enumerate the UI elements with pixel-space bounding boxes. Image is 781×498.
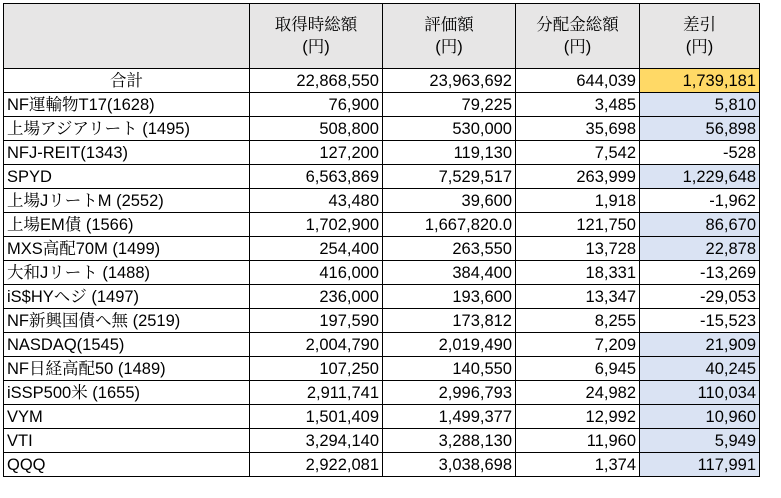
dividend-cell[interactable]: 13,728 [516,237,640,261]
cost-cell[interactable]: 2,911,741 [250,381,383,405]
diff-cell[interactable]: 117,991 [640,453,760,477]
header-label: 評価額 [424,16,474,34]
diff-cell[interactable]: 5,949 [640,429,760,453]
cost-cell[interactable]: 508,800 [250,117,383,141]
table-row [4,237,760,261]
dividend-cell[interactable]: 6,945 [516,357,640,381]
table-row [4,213,760,237]
dividend-cell[interactable]: 1,374 [516,453,640,477]
cost-cell[interactable]: 1,702,900 [250,213,383,237]
total-row [4,69,760,93]
fund-name-cell[interactable]: 上場アジアリート (1495) [4,117,250,141]
header-value[interactable] [383,4,516,69]
table-row [4,93,760,117]
dividend-cell[interactable]: 18,331 [516,261,640,285]
portfolio-table [3,3,760,477]
value-cell[interactable]: 79,225 [383,93,516,117]
value-cell[interactable]: 140,550 [383,357,516,381]
fund-name-cell[interactable]: iSSP500米 (1655) [4,381,250,405]
cost-cell[interactable]: 2,004,790 [250,333,383,357]
fund-name-cell[interactable]: MXS高配70M (1499) [4,237,250,261]
value-cell[interactable]: 2,996,793 [383,381,516,405]
fund-name-cell[interactable]: NASDAQ(1545) [4,333,250,357]
table-row [4,453,760,477]
total-label-cell[interactable]: 合計 [4,69,250,93]
fund-name-cell[interactable]: 上場JリートM (2552) [4,189,250,213]
diff-cell[interactable]: 86,670 [640,213,760,237]
value-cell[interactable]: 39,600 [383,189,516,213]
value-cell[interactable]: 3,288,130 [383,429,516,453]
cost-cell[interactable]: 254,400 [250,237,383,261]
cost-cell[interactable]: 2,922,081 [250,453,383,477]
table-row [4,333,760,357]
value-cell[interactable]: 2,019,490 [383,333,516,357]
table-row [4,189,760,213]
fund-name-cell[interactable]: NF日経高配50 (1489) [4,357,250,381]
value-cell[interactable]: 1,499,377 [383,405,516,429]
dividend-cell[interactable]: 121,750 [516,213,640,237]
cost-cell[interactable]: 1,501,409 [250,405,383,429]
header-dividend[interactable] [516,4,640,69]
diff-cell[interactable]: 5,810 [640,93,760,117]
diff-cell[interactable]: -528 [640,141,760,165]
dividend-cell[interactable]: 13,347 [516,285,640,309]
header-row [4,4,760,69]
diff-cell[interactable]: 22,878 [640,237,760,261]
value-cell[interactable]: 1,667,820.0 [383,213,516,237]
table-row [4,309,760,333]
table-row [4,285,760,309]
diff-cell[interactable]: 1,229,648 [640,165,760,189]
diff-cell[interactable]: 10,960 [640,405,760,429]
table-row [4,117,760,141]
table-row [4,141,760,165]
dividend-cell[interactable]: 1,918 [516,189,640,213]
cost-cell[interactable]: 6,563,869 [250,165,383,189]
header-label: 取得時総額 [274,16,358,34]
total-value-cell[interactable]: 23,963,692 [383,69,516,93]
diff-cell[interactable]: 40,245 [640,357,760,381]
table-row [4,357,760,381]
value-cell[interactable]: 193,600 [383,285,516,309]
cost-cell[interactable]: 416,000 [250,261,383,285]
fund-name-cell[interactable]: VYM [4,405,250,429]
cost-cell[interactable]: 43,480 [250,189,383,213]
header-cost[interactable] [250,4,383,69]
fund-name-cell[interactable]: NF新興国債へ無 (2519) [4,309,250,333]
cost-cell[interactable]: 127,200 [250,141,383,165]
fund-name-cell[interactable]: 大和Jリート (1488) [4,261,250,285]
dividend-cell[interactable]: 24,982 [516,381,640,405]
diff-cell[interactable]: 21,909 [640,333,760,357]
total-diff-cell[interactable]: 1,739,181 [640,69,760,93]
table-row [4,261,760,285]
fund-name-cell[interactable]: NF運輸物T17(1628) [4,93,250,117]
table-row [4,165,760,189]
header-unit: (円) [435,38,463,56]
header-corner-cell[interactable] [4,4,250,69]
dividend-cell[interactable]: 7,542 [516,141,640,165]
diff-cell[interactable]: 56,898 [640,117,760,141]
fund-name-cell[interactable]: 上場EM債 (1566) [4,213,250,237]
cost-cell[interactable]: 107,250 [250,357,383,381]
table-row [4,405,760,429]
value-cell[interactable]: 3,038,698 [383,453,516,477]
value-cell[interactable]: 173,812 [383,309,516,333]
dividend-cell[interactable]: 3,485 [516,93,640,117]
dividend-cell[interactable]: 11,960 [516,429,640,453]
dividend-cell[interactable]: 35,698 [516,117,640,141]
table-row [4,381,760,405]
diff-cell[interactable]: -1,962 [640,189,760,213]
diff-cell[interactable]: -29,053 [640,285,760,309]
value-cell[interactable]: 384,400 [383,261,516,285]
cost-cell[interactable]: 3,294,140 [250,429,383,453]
header-unit: (円) [563,38,592,56]
header-unit: (円) [302,38,330,56]
header-diff[interactable] [640,4,760,69]
value-cell[interactable]: 7,529,517 [383,165,516,189]
dividend-cell[interactable]: 7,209 [516,333,640,357]
value-cell[interactable]: 119,130 [383,141,516,165]
cost-cell[interactable]: 76,900 [250,93,383,117]
diff-cell[interactable]: 110,034 [640,381,760,405]
diff-cell[interactable]: -13,269 [640,261,760,285]
diff-cell[interactable]: -15,523 [640,309,760,333]
cost-cell[interactable]: 236,000 [250,285,383,309]
fund-name-cell[interactable]: iS$HYヘジ (1497) [4,285,250,309]
dividend-cell[interactable]: 263,999 [516,165,640,189]
fund-name-cell[interactable]: SPYD [4,165,250,189]
fund-name-cell[interactable]: QQQ [4,453,250,477]
value-cell[interactable]: 263,550 [383,237,516,261]
dividend-cell[interactable]: 8,255 [516,309,640,333]
value-cell[interactable]: 530,000 [383,117,516,141]
header-unit: (円) [685,38,714,56]
cost-cell[interactable]: 197,590 [250,309,383,333]
table-row [4,429,760,453]
header-label: 分配金総額 [536,16,619,34]
header-label: 差引 [683,16,716,34]
fund-name-cell[interactable]: VTI [4,429,250,453]
dividend-cell[interactable]: 12,992 [516,405,640,429]
fund-name-cell[interactable]: NFJ-REIT(1343) [4,141,250,165]
total-dividend-cell[interactable]: 644,039 [516,69,640,93]
total-cost-cell[interactable]: 22,868,550 [250,69,383,93]
